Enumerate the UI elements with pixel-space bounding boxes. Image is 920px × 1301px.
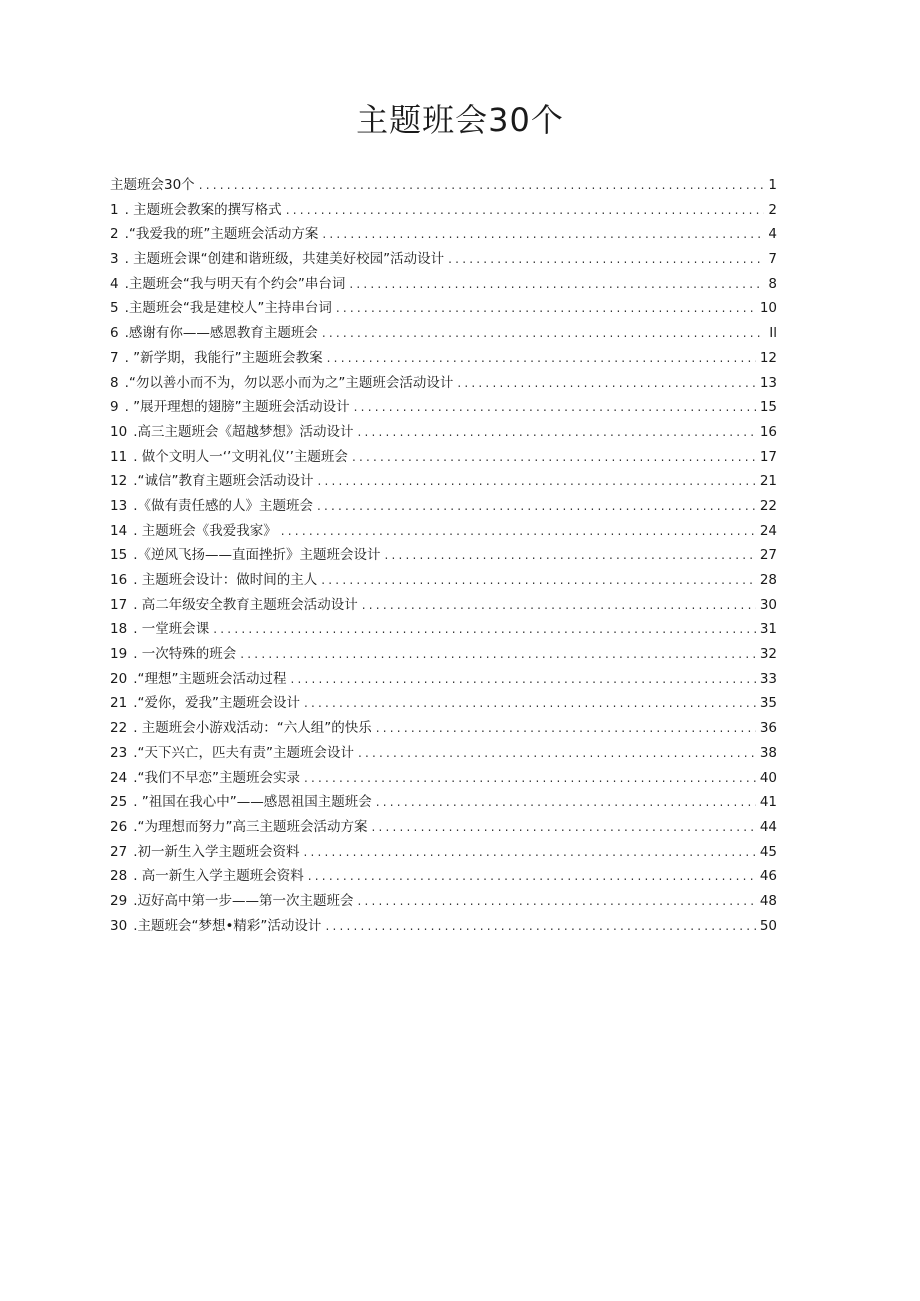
toc-entry-title: . ”祖国在我心中”——感恩祖国主题班会	[133, 794, 372, 811]
toc-entry[interactable]	[110, 766, 777, 791]
toc-entry-number: 19	[110, 646, 128, 663]
toc-entry[interactable]	[110, 420, 777, 445]
toc-entry-page-number: 44	[759, 818, 777, 835]
toc-entry[interactable]	[110, 173, 777, 198]
toc-dot-leader	[199, 173, 765, 198]
toc-entry-title: .“我们不早恋”主题班会实录	[133, 769, 300, 786]
toc-entry-page-number: 30	[759, 596, 777, 613]
toc-entry[interactable]	[110, 593, 777, 618]
toc-entry-title: . ”展开理想的翅膀”主题班会活动设计	[124, 399, 350, 416]
toc-dot-leader	[371, 815, 755, 840]
toc-dot-leader	[317, 469, 755, 494]
toc-entry[interactable]	[110, 445, 777, 470]
toc-entry-number: 22	[110, 720, 128, 737]
toc-dot-leader	[336, 296, 756, 321]
toc-dot-leader	[240, 642, 756, 667]
toc-entry-number: 20	[110, 670, 128, 687]
toc-entry-number: 28	[110, 868, 128, 885]
toc-entry-title: .“诚信”教育主题班会活动设计	[133, 473, 314, 490]
toc-entry[interactable]	[110, 469, 777, 494]
toc-entry[interactable]	[110, 222, 777, 247]
toc-entry-title: .主题班会“我与明天有个约会”串台词	[124, 275, 346, 292]
toc-entry-page-number: 21	[759, 473, 777, 490]
table-of-contents	[110, 173, 777, 938]
toc-entry-number: 7	[110, 349, 119, 366]
toc-entry-page-number: 32	[759, 646, 777, 663]
toc-entry[interactable]	[110, 247, 777, 272]
toc-entry[interactable]	[110, 543, 777, 568]
toc-entry-page-number: 13	[759, 374, 777, 391]
toc-entry[interactable]	[110, 642, 777, 667]
toc-entry-page-number: 16	[759, 423, 777, 440]
toc-entry[interactable]	[110, 272, 777, 297]
toc-entry-number: 1	[110, 201, 119, 218]
toc-dot-leader	[321, 568, 756, 593]
toc-entry-title: .主题班会“梦想•精彩”活动设计	[133, 917, 322, 934]
page-title: 主题班会30个	[356, 101, 564, 139]
toc-entry[interactable]	[110, 494, 777, 519]
toc-entry-number: 18	[110, 621, 128, 638]
toc-entry-title: .高三主题班会《超越梦想》活动设计	[133, 423, 354, 440]
toc-entry[interactable]	[110, 617, 777, 642]
toc-dot-leader	[322, 222, 764, 247]
toc-entry-title: .迈好高中第一步——第一次主题班会	[133, 892, 354, 909]
toc-dot-leader	[281, 519, 756, 544]
toc-dot-leader	[325, 914, 755, 939]
toc-entry-page-number: 38	[759, 744, 777, 761]
toc-entry-number: 17	[110, 596, 128, 613]
toc-entry-number: 27	[110, 843, 128, 860]
toc-entry-title: . 主题班会教案的撰写格式	[124, 201, 282, 218]
toc-entry-title: 主题班会30个	[110, 177, 195, 193]
toc-entry-title: .感谢有你——感恩教育主题班会	[124, 325, 318, 342]
toc-entry-number: 23	[110, 744, 128, 761]
toc-entry[interactable]	[110, 371, 777, 396]
toc-entry-number: 30	[110, 917, 128, 934]
toc-entry-title: . 主题班会设计：做时间的主人	[133, 572, 318, 588]
toc-entry[interactable]	[110, 741, 777, 766]
toc-entry-title: . 主题班会《我爱我家》	[133, 522, 277, 539]
toc-entry-page-number: 50	[759, 917, 777, 934]
toc-entry-title: .“勿以善小而不为，勿以恶小而为之”主题班会活动设计	[124, 374, 454, 391]
toc-dot-leader	[349, 272, 764, 297]
toc-entry-page-number: 41	[759, 794, 777, 811]
toc-dot-leader	[213, 617, 756, 642]
toc-dot-leader	[308, 864, 756, 889]
toc-entry-number: 6	[110, 325, 119, 342]
toc-entry-number: 14	[110, 522, 128, 539]
toc-dot-leader	[290, 667, 755, 692]
toc-dot-leader	[376, 790, 756, 815]
toc-entry-page-number: 40	[759, 769, 777, 786]
toc-entry-number: 15	[110, 547, 128, 564]
toc-dot-leader	[358, 741, 756, 766]
toc-entry-title: .“理想”主题班会活动过程	[133, 670, 287, 687]
toc-entry-page-number: 8	[768, 275, 777, 292]
toc-entry-number: 12	[110, 473, 128, 490]
toc-entry-title: . 做个文明人一‘’文明礼仪’’主题班会	[133, 448, 348, 465]
toc-entry-number: 26	[110, 818, 128, 835]
toc-entry[interactable]	[110, 889, 777, 914]
toc-dot-leader	[384, 543, 755, 568]
toc-entry[interactable]	[110, 864, 777, 889]
toc-entry-page-number: 4	[768, 226, 777, 243]
toc-entry-title: .“为理想而努力”高三主题班会活动方案	[133, 818, 368, 835]
toc-entry[interactable]	[110, 691, 777, 716]
toc-entry-number: 24	[110, 769, 128, 786]
toc-entry-page-number: 22	[759, 497, 777, 514]
toc-dot-leader	[352, 445, 756, 470]
toc-entry-page-number: 12	[759, 349, 777, 366]
toc-entry-title: . 高一新生入学主题班会资料	[133, 868, 304, 885]
toc-entry-number: 9	[110, 399, 119, 416]
toc-entry-page-number: 27	[759, 547, 777, 564]
toc-entry-number: 8	[110, 374, 119, 391]
toc-entry-number: 10	[110, 423, 128, 440]
toc-entry-title: .《做有责任感的人》主题班会	[133, 497, 313, 514]
toc-entry-number: 13	[110, 497, 128, 514]
toc-entry-page-number: 2	[768, 201, 777, 218]
toc-entry-page-number: 15	[759, 399, 777, 416]
toc-dot-leader	[327, 346, 756, 371]
toc-dot-leader	[317, 494, 756, 519]
toc-entry-page-number: 33	[759, 670, 777, 687]
toc-entry-page-number: 7	[768, 251, 777, 268]
toc-dot-leader	[357, 420, 755, 445]
toc-entry-page-number: 17	[759, 448, 777, 465]
toc-entry-page-number: 48	[759, 892, 777, 909]
toc-entry-number: 25	[110, 794, 128, 811]
toc-entry-page-number: 10	[759, 300, 777, 317]
toc-dot-leader	[354, 395, 756, 420]
toc-entry[interactable]	[110, 914, 777, 939]
toc-entry-number: 5	[110, 300, 119, 317]
toc-entry[interactable]	[110, 198, 777, 223]
toc-entry[interactable]	[110, 346, 777, 371]
toc-entry-title: . 一次特殊的班会	[133, 646, 237, 663]
toc-entry-number: 4	[110, 275, 119, 292]
toc-entry-title: . ”新学期，我能行”主题班会教案	[124, 349, 323, 366]
toc-entry[interactable]	[110, 519, 777, 544]
toc-entry-title: .“天下兴亡，匹夫有责”主题班会设计	[133, 744, 354, 761]
toc-entry-title: .“爱你，爱我”主题班会设计	[133, 695, 300, 712]
toc-dot-leader	[304, 691, 756, 716]
toc-entry-page-number: Il	[769, 325, 777, 342]
toc-dot-leader	[286, 198, 765, 223]
toc-entry-number: 29	[110, 892, 128, 909]
toc-entry[interactable]	[110, 395, 777, 420]
toc-dot-leader	[457, 371, 755, 396]
toc-entry[interactable]	[110, 815, 777, 840]
toc-dot-leader	[376, 716, 756, 741]
toc-entry-title: .《逆风飞扬——直面挫折》主题班会设计	[133, 547, 381, 564]
toc-entry-title: . 一堂班会课	[133, 621, 210, 638]
toc-entry[interactable]	[110, 568, 777, 593]
toc-entry-title: . 主题班会课“创建和谐班级，共建美好校园”活动设计	[124, 251, 445, 268]
toc-entry[interactable]	[110, 840, 777, 865]
toc-entry[interactable]	[110, 667, 777, 692]
toc-entry-number: 21	[110, 695, 128, 712]
toc-dot-leader	[304, 766, 756, 791]
toc-entry[interactable]	[110, 790, 777, 815]
toc-entry[interactable]	[110, 321, 777, 346]
toc-entry-title: .“我爱我的班”主题班会活动方案	[124, 226, 319, 243]
toc-entry-number: 16	[110, 572, 128, 588]
toc-entry-page-number: 1	[768, 177, 777, 193]
toc-entry-page-number: 35	[759, 695, 777, 712]
toc-entry-number: 11	[110, 448, 128, 465]
toc-entry[interactable]	[110, 716, 777, 741]
toc-entry-number: 3	[110, 251, 119, 268]
toc-entry-page-number: 45	[759, 843, 777, 860]
toc-entry[interactable]	[110, 296, 777, 321]
toc-dot-leader	[448, 247, 764, 272]
toc-dot-leader	[362, 593, 756, 618]
toc-entry-title: . 主题班会小游戏活动：“六人组”的快乐	[133, 720, 372, 737]
toc-entry-title: .初一新生入学主题班会资料	[133, 843, 300, 860]
toc-entry-title: .主题班会“我是建校人”主持串台词	[124, 300, 332, 317]
toc-dot-leader	[303, 840, 755, 865]
toc-entry-number: 2	[110, 226, 119, 243]
toc-entry-title: . 高二年级安全教育主题班会活动设计	[133, 596, 358, 613]
toc-dot-leader	[357, 889, 755, 914]
toc-entry-page-number: 28	[759, 572, 777, 588]
toc-entry-page-number: 46	[759, 868, 777, 885]
toc-entry-page-number: 36	[759, 720, 777, 737]
toc-entry-page-number: 24	[759, 522, 777, 539]
toc-dot-leader	[322, 321, 765, 346]
toc-entry-page-number: 31	[759, 621, 777, 638]
